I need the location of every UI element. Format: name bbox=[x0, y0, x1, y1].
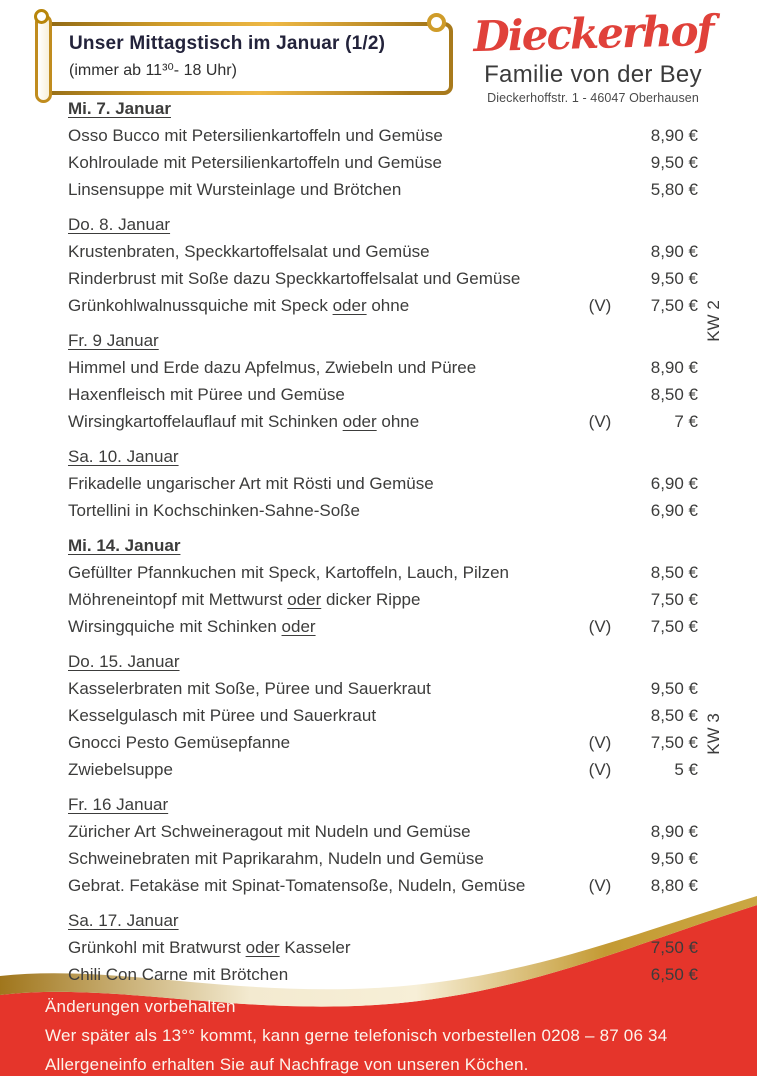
veg-marker bbox=[576, 586, 624, 613]
veg-marker: (V) bbox=[588, 760, 612, 779]
title-scroll-inner bbox=[39, 26, 449, 91]
dish-price: 9,50 € bbox=[650, 269, 698, 288]
menu-date-heading: Do. 15. Januar bbox=[68, 652, 180, 671]
veg-marker bbox=[576, 702, 624, 729]
page-subtitle: (immer ab 11³⁰- 18 Uhr) bbox=[69, 62, 237, 79]
veg-marker bbox=[576, 961, 624, 988]
menu-item-row bbox=[68, 497, 698, 524]
brand-address: Dieckerhoffstr. 1 - 46047 Oberhausen bbox=[487, 90, 699, 105]
dish-price: 6,90 € bbox=[650, 501, 698, 520]
menu-date-heading: Mi. 7. Januar bbox=[68, 99, 171, 118]
dish-name: Grünkohlwalnussquiche mit Speck oder ohne bbox=[68, 296, 410, 315]
dish-name: Frikadelle ungarischer Art mit Rösti und Gemüse bbox=[68, 474, 434, 493]
menu-section bbox=[68, 532, 698, 640]
scroll-roll-decoration bbox=[35, 14, 52, 103]
menu-item-row bbox=[68, 586, 698, 613]
menu-item-row bbox=[68, 354, 698, 381]
veg-marker bbox=[576, 934, 624, 961]
menu-date-heading: Fr. 9 Januar bbox=[68, 331, 159, 350]
menu-item-row bbox=[68, 122, 698, 149]
menu-item-row bbox=[68, 675, 698, 702]
brand-logo: Dieckerhof bbox=[472, 5, 714, 62]
dish-name: Wirsingquiche mit Schinken oder bbox=[68, 617, 316, 636]
dish-price: 8,90 € bbox=[650, 242, 698, 261]
menu-item-row bbox=[68, 292, 698, 319]
menu-item-row bbox=[68, 756, 698, 783]
dish-price: 7,50 € bbox=[650, 938, 698, 957]
brand-block bbox=[460, 4, 726, 105]
dish-name: Schweinebraten mit Paprikarahm, Nudeln und Gemüse bbox=[68, 849, 484, 868]
week-label-kw2: KW 2 bbox=[704, 300, 723, 342]
dish-price: 5,80 € bbox=[650, 180, 698, 199]
veg-marker bbox=[576, 818, 624, 845]
menu-section bbox=[68, 648, 698, 783]
menu-item-row bbox=[68, 408, 698, 435]
veg-marker bbox=[576, 845, 624, 872]
dish-price: 8,90 € bbox=[650, 126, 698, 145]
footer-note-allergens: Allergeneinfo erhalten Sie auf Nachfrage von unseren Köchen. bbox=[45, 1055, 529, 1074]
menu-item-row bbox=[68, 872, 698, 899]
dish-name: Züricher Art Schweineragout mit Nudeln und Gemüse bbox=[68, 822, 471, 841]
footer-notes bbox=[45, 992, 742, 1076]
menu-section bbox=[68, 907, 698, 988]
menu-section bbox=[68, 211, 698, 319]
dish-price: 7,50 € bbox=[650, 590, 698, 609]
dish-price: 6,50 € bbox=[650, 965, 698, 984]
dish-name: Zwiebelsuppe bbox=[68, 760, 173, 779]
footer-note-changes: Änderungen vorbehalten bbox=[45, 997, 236, 1016]
menu-item-row bbox=[68, 381, 698, 408]
dish-name: Kohlroulade mit Petersilienkartoffeln und Gemüse bbox=[68, 153, 442, 172]
dish-name: Wirsingkartoffelauflauf mit Schinken oder ohne bbox=[68, 412, 420, 431]
dish-name: Tortellini in Kochschinken-Sahne-Soße bbox=[68, 501, 360, 520]
menu-date-heading: Fr. 16 Januar bbox=[68, 795, 169, 814]
veg-marker bbox=[576, 238, 624, 265]
veg-marker bbox=[576, 354, 624, 381]
dish-name: Kasselerbraten mit Soße, Püree und Sauerkraut bbox=[68, 679, 431, 698]
scroll-curl-left-icon bbox=[34, 9, 49, 24]
menu-item-row bbox=[68, 559, 698, 586]
dish-price: 7,50 € bbox=[650, 296, 698, 315]
menu-list bbox=[68, 95, 698, 996]
veg-marker bbox=[576, 176, 624, 203]
title-scroll-box bbox=[35, 22, 453, 95]
veg-marker bbox=[576, 381, 624, 408]
dish-price: 8,90 € bbox=[650, 822, 698, 841]
dish-name: Chili Con Carne mit Brötchen bbox=[68, 965, 289, 984]
dish-price: 9,50 € bbox=[650, 679, 698, 698]
menu-item-row bbox=[68, 961, 698, 988]
veg-marker: (V) bbox=[588, 296, 612, 315]
veg-marker: (V) bbox=[588, 617, 612, 636]
menu-item-row bbox=[68, 934, 698, 961]
week-label-kw3: KW 3 bbox=[704, 713, 723, 755]
menu-item-row bbox=[68, 265, 698, 292]
menu-section bbox=[68, 791, 698, 899]
menu-item-row bbox=[68, 613, 698, 640]
dish-name: Grünkohl mit Bratwurst oder Kasseler bbox=[68, 938, 351, 957]
dish-name: Rinderbrust mit Soße dazu Speckkartoffelsalat und Gemüse bbox=[68, 269, 521, 288]
veg-marker: (V) bbox=[588, 733, 612, 752]
footer-note-preorder-phone: Wer später als 13°° kommt, kann gerne telefonisch vorbestellen 0208 – 87 06 34 bbox=[45, 1026, 668, 1045]
scroll-curl-right-icon bbox=[427, 13, 446, 32]
dish-name: Gefüllter Pfannkuchen mit Speck, Kartoffeln, Lauch, Pilzen bbox=[68, 563, 509, 582]
menu-date-heading: Mi. 14. Januar bbox=[68, 536, 181, 555]
page-title: Unser Mittagstisch im Januar (1/2) bbox=[69, 33, 386, 54]
veg-marker: (V) bbox=[588, 412, 612, 431]
dish-price: 7,50 € bbox=[650, 733, 698, 752]
dish-name: Kesselgulasch mit Püree und Sauerkraut bbox=[68, 706, 377, 725]
veg-marker: (V) bbox=[588, 876, 612, 895]
menu-item-row bbox=[68, 176, 698, 203]
dish-price: 8,50 € bbox=[650, 706, 698, 725]
dish-price: 8,50 € bbox=[650, 385, 698, 404]
dish-price: 8,50 € bbox=[650, 563, 698, 582]
veg-marker bbox=[576, 149, 624, 176]
dish-price: 7,50 € bbox=[650, 617, 698, 636]
menu-item-row bbox=[68, 238, 698, 265]
menu-item-row bbox=[68, 149, 698, 176]
menu-date-heading: Do. 8. Januar bbox=[68, 215, 171, 234]
dish-price: 6,90 € bbox=[650, 474, 698, 493]
menu-date-heading: Sa. 17. Januar bbox=[68, 911, 179, 930]
veg-marker bbox=[576, 559, 624, 586]
dish-name: Möhreneintopf mit Mettwurst oder dicker Rippe bbox=[68, 590, 421, 609]
dish-price: 9,50 € bbox=[650, 849, 698, 868]
dish-name: Gnocci Pesto Gemüsepfanne bbox=[68, 733, 291, 752]
menu-item-row bbox=[68, 729, 698, 756]
menu-section bbox=[68, 443, 698, 524]
dish-price: 5 € bbox=[674, 760, 698, 779]
dish-name: Haxenfleisch mit Püree und Gemüse bbox=[68, 385, 345, 404]
dish-name: Linsensuppe mit Wursteinlage und Brötchen bbox=[68, 180, 402, 199]
dish-price: 7 € bbox=[674, 412, 698, 431]
menu-date-heading: Sa. 10. Januar bbox=[68, 447, 179, 466]
veg-marker bbox=[576, 122, 624, 149]
dish-name: Gebrat. Fetakäse mit Spinat-Tomatensoße, Nudeln, Gemüse bbox=[68, 876, 526, 895]
dish-price: 8,80 € bbox=[650, 876, 698, 895]
veg-marker bbox=[576, 675, 624, 702]
menu-section bbox=[68, 327, 698, 435]
dish-price: 9,50 € bbox=[650, 153, 698, 172]
menu-item-row bbox=[68, 702, 698, 729]
menu-section bbox=[68, 95, 698, 203]
veg-marker bbox=[576, 497, 624, 524]
dish-name: Osso Bucco mit Petersilienkartoffeln und Gemüse bbox=[68, 126, 443, 145]
veg-marker bbox=[576, 265, 624, 292]
dish-name: Krustenbraten, Speckkartoffelsalat und Gemüse bbox=[68, 242, 430, 261]
menu-item-row bbox=[68, 818, 698, 845]
dish-name: Himmel und Erde dazu Apfelmus, Zwiebeln und Püree bbox=[68, 358, 477, 377]
brand-family-name: Familie von der Bey bbox=[484, 60, 702, 88]
dish-price: 8,90 € bbox=[650, 358, 698, 377]
veg-marker bbox=[576, 470, 624, 497]
menu-item-row bbox=[68, 470, 698, 497]
menu-item-row bbox=[68, 845, 698, 872]
